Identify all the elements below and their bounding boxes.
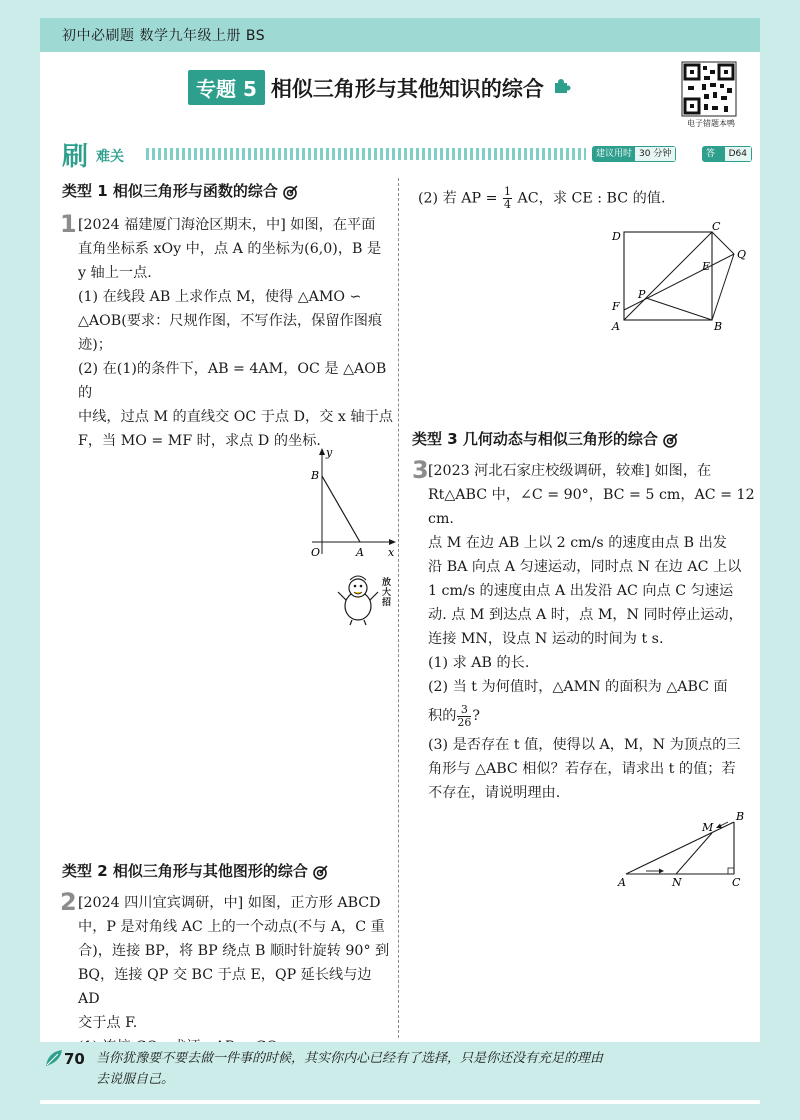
question-number-3: 3 (412, 456, 429, 484)
page-number: 70 (64, 1050, 85, 1068)
fig3-label-C: C (732, 876, 741, 889)
fig2-label-C: C (712, 220, 721, 233)
page (40, 18, 760, 1104)
target-icon (313, 862, 329, 880)
fig3-label-A: A (618, 876, 626, 889)
fig2-label-Q: Q (737, 248, 747, 261)
question-2-text: [2024 四川宜宾调研，中] 如图，正方形 ABCD 中，P 是对角线 AC 上的一个动点(不与 A，C 重 合)，连接 BP，将 BP 绕点 B 顺时针旋转 90° 到 BQ，连接 QP 交 BC 于点 E，QP 延长线与边 AD 交于点 F. (78, 895, 390, 1031)
fig3-label-B: B (736, 810, 745, 823)
fig1-label-A: A (356, 546, 364, 559)
level-mark: 刷 (62, 142, 89, 172)
question-3-text: [2023 河北石家庄校级调研，较难] 如图，在 Rt△ABC 中，∠C = 90°，BC = 5 cm，AC = 12 cm. 点 M 在边 AB 上以 2 cm/s 的速度由点 B 出发 沿 BA 向点 A 匀速运动，同时点 N 在边 AC 上以 1 cm/s 的速度由点 A 出发沿 AC 向点 C 匀速运 动. 点 M 到达点 A 时，点 M，N 同时停止运动， 连接 MN，设点 N 运动的时间为 t s. (1) 求 AB 的长. (2) 当 t 为何值时，△AMN 的面积为 △ABC 面 积的 $\frac{3}{26}$ ? (3) 是否存在 t 值，使得以 A，M，N 为顶点的三 角形与 △ABC 相似？若存在，请求出 t 的值；若 不存在，请说明理由. (428, 463, 755, 801)
target-icon (283, 182, 299, 200)
level-label: 难关 (96, 149, 124, 165)
topic-title-text: 相似三角形与其他知识的综合 (270, 76, 544, 101)
section-type-3: 类型 3 几何动态与相似三角形的综合 (412, 428, 679, 449)
fraction-one-quarter: $\frac{1}{4}$ (504, 185, 512, 211)
answer-page-badge: 答案 D64 (702, 146, 752, 162)
puzzle-icon (553, 78, 571, 98)
section-type-2: 类型 2 相似三角形与其他图形的综合 (62, 860, 329, 881)
fig1-label-x: x (388, 546, 395, 559)
qr-code-icon[interactable] (682, 62, 736, 116)
fig2-label-B: B (714, 320, 723, 333)
fig2-label-E: E (702, 260, 711, 273)
fig1-label-B: B (311, 469, 320, 482)
question-1-figure (308, 446, 398, 568)
section-type-1: 类型 1 相似三角形与函数的综合 (62, 180, 299, 201)
fig3-label-M: M (702, 821, 714, 834)
fig1-label-O: O (311, 546, 321, 559)
footer-quote: 当你犹豫要不要去做一件事的时候，其实你内心已经有了选择，只是你还没有充足的理由 去说服自己。 (96, 1051, 604, 1087)
question-number-1: 1 (60, 210, 77, 238)
dotted-rule (146, 148, 586, 160)
column-divider (398, 178, 399, 1038)
question-2-part-2: (2) 若 AP = $\frac{1}{4}$ AC，求 CE : BC 的值. (418, 185, 666, 211)
question-number-2: 2 (60, 888, 77, 916)
footer-leaf-icon (44, 1048, 64, 1072)
difficulty-bar (62, 136, 752, 173)
fig2-label-F: F (612, 300, 620, 313)
fig1-label-y: y (326, 446, 333, 459)
fig2-label-D: D (612, 230, 621, 243)
book-header: 初中必刷题 数学九年级上册 BS (62, 28, 266, 44)
question-1-text: [2024 福建厦门海沧区期末，中] 如图，在平面 直角坐标系 xOy 中，点 A 的坐标为(6,0)，B 是 y 轴上一点. (1) 在线段 AB 上求作点 M，使得 △AMO ∽ △AOB(要求：尺规作图，不写作法，保留作图痕 迹)； (2) 在(1)的条件下，AB = 4AM，OC 是 △AOB 的 中线，过点 M 的直线交 OC 于点 D，交 x 轴于点 F，当 MO = MF 时，求点 D 的坐标. (78, 217, 393, 449)
fraction-three-26: $\frac{3}{26}$ (457, 702, 472, 729)
question-3-figure (616, 808, 746, 892)
topic-badge: 专题 5 (188, 70, 265, 105)
fig2-label-P: P (638, 288, 646, 301)
suggested-time-badge: 建议用时 30 分钟 (592, 146, 676, 162)
target-icon (663, 430, 679, 448)
topic-title (188, 70, 571, 104)
fig2-label-A: A (612, 320, 620, 333)
fig3-label-N: N (672, 876, 682, 889)
question-2-figure (602, 218, 752, 334)
qr-caption: 电子错题本鸭 (687, 119, 735, 128)
mascot-caption: 放大招 (382, 578, 392, 608)
